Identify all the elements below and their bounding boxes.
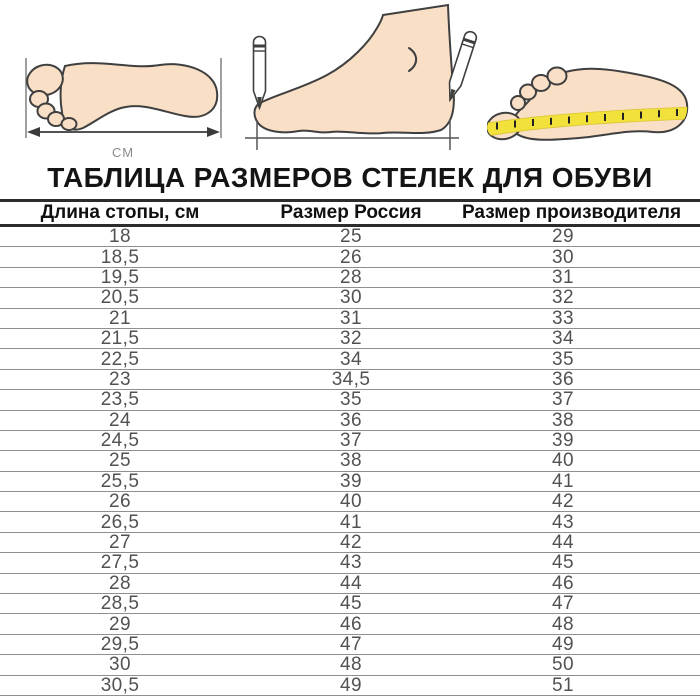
table-row — [0, 532, 700, 552]
cell-foot-length: 28 — [0, 573, 240, 593]
cell-foot-length: 27 — [0, 532, 240, 552]
cell-size-russia: 36 — [240, 410, 462, 430]
cell-foot-length: 20,5 — [0, 288, 240, 308]
cell-foot-length: 26 — [0, 492, 240, 512]
cell-size-manufacturer: 32 — [462, 288, 700, 308]
cell-size-russia: 34,5 — [240, 369, 462, 389]
foot-length-cm-illustration — [15, 52, 230, 164]
cell-size-russia: 48 — [240, 655, 462, 675]
cell-size-manufacturer: 50 — [462, 655, 700, 675]
cell-size-russia: 28 — [240, 267, 462, 287]
table-row — [0, 349, 700, 369]
cell-foot-length: 24 — [0, 410, 240, 430]
cell-foot-length: 30 — [0, 655, 240, 675]
cell-size-manufacturer: 37 — [462, 390, 700, 410]
cell-size-manufacturer: 47 — [462, 594, 700, 614]
cell-size-manufacturer: 51 — [462, 675, 700, 695]
cell-size-russia: 26 — [240, 247, 462, 267]
cell-size-russia: 41 — [240, 512, 462, 532]
table-row — [0, 451, 700, 471]
col-header-size-russia: Размер Россия — [240, 201, 462, 226]
cell-size-russia: 35 — [240, 390, 462, 410]
cell-size-russia: 38 — [240, 451, 462, 471]
cell-size-russia: 40 — [240, 492, 462, 512]
cell-size-manufacturer: 43 — [462, 512, 700, 532]
foot-tape-illustration — [487, 60, 692, 155]
cell-foot-length: 22,5 — [0, 349, 240, 369]
cell-size-manufacturer: 49 — [462, 634, 700, 654]
cell-size-russia: 42 — [240, 532, 462, 552]
cell-foot-length: 23,5 — [0, 390, 240, 410]
size-table-body — [0, 226, 700, 696]
cm-label: СМ — [111, 145, 135, 160]
table-row — [0, 634, 700, 654]
foot-profile-graphic — [254, 5, 453, 133]
cell-foot-length: 27,5 — [0, 553, 240, 573]
cell-foot-length: 28,5 — [0, 594, 240, 614]
table-row — [0, 471, 700, 491]
cell-size-russia: 43 — [240, 553, 462, 573]
cell-size-russia: 46 — [240, 614, 462, 634]
cell-foot-length: 25,5 — [0, 471, 240, 491]
cell-size-russia: 30 — [240, 288, 462, 308]
cell-size-manufacturer: 42 — [462, 492, 700, 512]
cell-foot-length: 19,5 — [0, 267, 240, 287]
foot-profile-measure-illustration — [243, 2, 480, 152]
cell-foot-length: 26,5 — [0, 512, 240, 532]
table-header-row — [0, 201, 700, 226]
cell-size-manufacturer: 34 — [462, 328, 700, 348]
cell-foot-length: 29,5 — [0, 634, 240, 654]
cell-size-manufacturer: 40 — [462, 451, 700, 471]
cell-foot-length: 18 — [0, 226, 240, 247]
cell-size-manufacturer: 38 — [462, 410, 700, 430]
table-row — [0, 390, 700, 410]
cell-size-russia: 31 — [240, 308, 462, 328]
cell-size-russia: 39 — [240, 471, 462, 491]
cell-size-manufacturer: 44 — [462, 532, 700, 552]
table-row — [0, 573, 700, 593]
cell-size-russia: 49 — [240, 675, 462, 695]
table-row — [0, 226, 700, 247]
table-row — [0, 267, 700, 287]
cell-size-manufacturer: 48 — [462, 614, 700, 634]
cell-size-russia: 47 — [240, 634, 462, 654]
cell-size-manufacturer: 33 — [462, 308, 700, 328]
cell-size-russia: 34 — [240, 349, 462, 369]
table-row — [0, 614, 700, 634]
table-row — [0, 675, 700, 695]
cell-size-russia: 37 — [240, 430, 462, 450]
cell-foot-length: 21 — [0, 308, 240, 328]
foot-sole-graphic — [24, 61, 217, 130]
cell-foot-length: 23 — [0, 369, 240, 389]
cell-size-russia: 45 — [240, 594, 462, 614]
col-header-foot-length: Длина стопы, см — [0, 201, 240, 226]
cell-foot-length: 29 — [0, 614, 240, 634]
cell-size-russia: 25 — [240, 226, 462, 247]
table-row — [0, 328, 700, 348]
pencil-left-icon — [254, 37, 266, 109]
cell-size-manufacturer: 39 — [462, 430, 700, 450]
cell-size-manufacturer: 29 — [462, 226, 700, 247]
table-row — [0, 655, 700, 675]
table-row — [0, 410, 700, 430]
table-row — [0, 369, 700, 389]
cell-foot-length: 30,5 — [0, 675, 240, 695]
page-title: ТАБЛИЦА РАЗМЕРОВ СТЕЛЕК ДЛЯ ОБУВИ — [47, 162, 653, 193]
measure-arrow — [27, 127, 220, 137]
table-row — [0, 512, 700, 532]
table-row — [0, 247, 700, 267]
table-row — [0, 594, 700, 614]
cell-foot-length: 21,5 — [0, 328, 240, 348]
col-header-size-manufacturer: Размер производителя — [462, 201, 700, 226]
cell-size-russia: 44 — [240, 573, 462, 593]
cell-size-manufacturer: 45 — [462, 553, 700, 573]
table-row — [0, 430, 700, 450]
measurement-illustrations — [0, 0, 700, 162]
table-row — [0, 492, 700, 512]
table-row — [0, 553, 700, 573]
table-row — [0, 288, 700, 308]
cell-size-manufacturer: 41 — [462, 471, 700, 491]
cell-size-manufacturer: 31 — [462, 267, 700, 287]
cell-foot-length: 24,5 — [0, 430, 240, 450]
cell-size-manufacturer: 46 — [462, 573, 700, 593]
cell-size-manufacturer: 30 — [462, 247, 700, 267]
cell-size-manufacturer: 36 — [462, 369, 700, 389]
table-row — [0, 308, 700, 328]
cell-size-manufacturer: 35 — [462, 349, 700, 369]
cell-foot-length: 25 — [0, 451, 240, 471]
cell-size-russia: 32 — [240, 328, 462, 348]
size-table — [0, 199, 700, 696]
cell-foot-length: 18,5 — [0, 247, 240, 267]
